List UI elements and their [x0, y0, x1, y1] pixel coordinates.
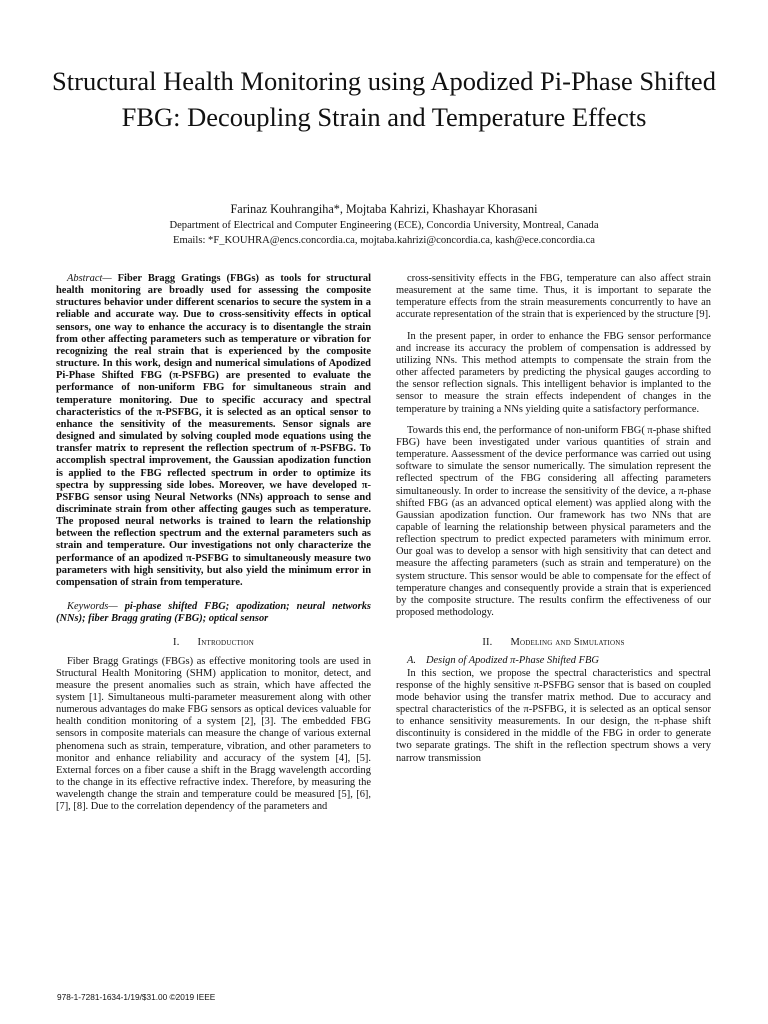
keywords — [56, 601, 371, 625]
paper-title: Structural Health Monitoring using Apodized Pi-Phase Shifted FBG: Decoupling Strain and Temperature Effects — [52, 66, 716, 132]
section-heading-modeling — [396, 637, 711, 649]
body-paragraph: In this section, we propose the spectral characteristics and spectral response of the highly sensitive π-PSFBG sensor that is based on coupled mode behavior using the transfer matrix method. Due to accuracy and spectral characteristics of the π-PSFBG, it is selected as an optical sensor to enhance sensitivity measurements. In our design, the π-phase shift discontinuity is considered in the middle of the FBG in order to generate two separate gratings. The shift in the reflection spectrum shows a very narrow transmission — [396, 667, 711, 764]
introduction-paragraph: Fiber Bragg Gratings (FBGs) as effective monitoring tools are used in Structural Health Monitoring (SHM) application to monitor, detect, and measure the present anomalies such as strain, which have affected the system [1]. Simultaneous multi-parameter measurement along with other numerous advantages do make FBG sensors as optical devices valuable for health condition monitoring of a system [2], [3]. The embedded FBG sensors in composite materials can measure the change of various external phenomena such as strain, temperature, vibration, and other parameters to monitor and enhance reliability and accuracy of the system [4], [5]. External forces on a fiber cause a shift in the Bragg wavelength according to the change in its effective refractive index. Therefore, by measuring the wavelength change the strain and temperature could be measured [5], [6], [7], [8]. Due to the correlation dependency of the parameters and — [56, 655, 371, 813]
right-column — [396, 273, 711, 765]
author-list: Farinaz Kouhrangiha*, Mojtaba Kahrizi, Khashayar Khorasani — [230, 202, 538, 216]
body-paragraph: cross-sensitivity effects in the FBG, temperature can also affect strain measurement at the same time. Thus, it is important to separate the temperature effects from the strain measurements concurrently to have an accurate representation of the strain that is experienced by the structure [9]. — [396, 273, 711, 321]
left-column — [56, 273, 371, 814]
section-number: II. — [482, 637, 493, 649]
body-paragraph: In the present paper, in order to enhance the FBG sensor performance and increase its accuracy the problem of compensation is addressed by utilizing NNs. This method attempts to compensate the strain from the other affected parameters by predicting the physical gauges according to the sensor reflection signals. This intelligent behavior is implanted to the sensor to measure the strain effects independent of changes in the temperature by training a NNs yielding quite a satisfactory performance. — [396, 330, 711, 415]
keywords-lead: Keywords— — [67, 601, 118, 613]
subsection-heading — [396, 655, 711, 667]
section-number: I. — [173, 637, 180, 649]
abstract-text: Fiber Bragg Gratings (FBGs) as tools for structural health monitoring are broadly used for assessing the composite structures behavior under different scenarios to secure the system in a reliable and accurate way. Due to cross-sensitivity effects in optical sensors, one way to enhance the accuracy is to disentangle the strain from other affecting parameters such as temperature or vibration for recognizing the real strain that is experienced by the composite structure. In this work, design and numerical simulations of Apodized Pi-Phase Shifted FBG (π-PSFBG) are presented to evaluate the performance of non-uniform FBG for simultaneous strain and temperature monitoring. Due to specific accuracy and spectral characteristics of the π-PSFBG, it is selected as an optical sensor to enhance the sensitivity of the measurements. Sensor signals are designed and simulated by solving coupled mode equations using the transfer matrix to represent the reflection spectrum of π-PSFBG. To accomplish spectral improvement, the Gaussian apodization function is applied to the FBG reflected spectrum in order to optimize its spectra by suppressing side lobes. Moreover, we have developed π-PSFBG sensor using Neural Networks (NNs) approach to sense and discriminate strain from other affecting gauges such as temperature. The proposed neural networks is trained to learn the relationship between the reflection spectrum and the external parameters such as strain and temperature. Our investigations not only characterize the performance of an apodized π-PSFBG to simultaneously measure two parameters with high sensitivity, but also yield the minimum error in compensation of strain from temperature. — [56, 273, 371, 588]
keywords-text: pi-phase shifted FBG; apodization; neural networks (NNs); fiber Bragg grating (FBG); optical sensor — [56, 601, 371, 625]
section-title: Introduction — [197, 637, 254, 649]
subsection-number: A. — [407, 655, 416, 667]
affiliation: Department of Electrical and Computer Engineering (ECE), Concordia University, Montreal, Canada — [169, 220, 599, 231]
abstract — [56, 273, 371, 589]
abstract-lead: Abstract— — [67, 273, 112, 284]
copyright-footer: 978-1-7281-1634-1/19/$31.00 ©2019 IEEE — [57, 992, 216, 1002]
author-emails: Emails: *F_KOUHRA@encs.concordia.ca, mojtaba.kahrizi@concordia.ca, kash@ece.concordia.ca — [173, 235, 595, 246]
body-paragraph: Towards this end, the performance of non-uniform FBG( π-phase shifted FBG) have been investigated under various quantities of strain and temperature. Aassessment of the device performance was carried out using software to simulate the sensor numerically. The simulation represent the reflected spectrum of the FBG considering all affecting parameters simultaneously. In order to increase the sensitivity of the device, a π-phase shifted FBG (as an advanced optical element) was applied along with the Gaussian apodization function. Our framework has two NNs that are capable of learning the relationship between physical parameters and the reflection spectrum to predict expected parameters with minimum error. Our goal was to develop a sensor with high sensitivity that can detect and measure the affecting parameters (such as strain and temperature) on the system structure. This sensor would be able to compensate for the effect of temperature changes and consequently provide a strain that is experienced by the composite structure. The results confirm the effectiveness of our proposed methodology. — [396, 424, 711, 619]
subsection-title: Design of Apodized π-Phase Shifted FBG — [426, 655, 599, 667]
section-heading-introduction — [56, 637, 371, 649]
section-title: Modeling and Simulations — [510, 637, 625, 649]
